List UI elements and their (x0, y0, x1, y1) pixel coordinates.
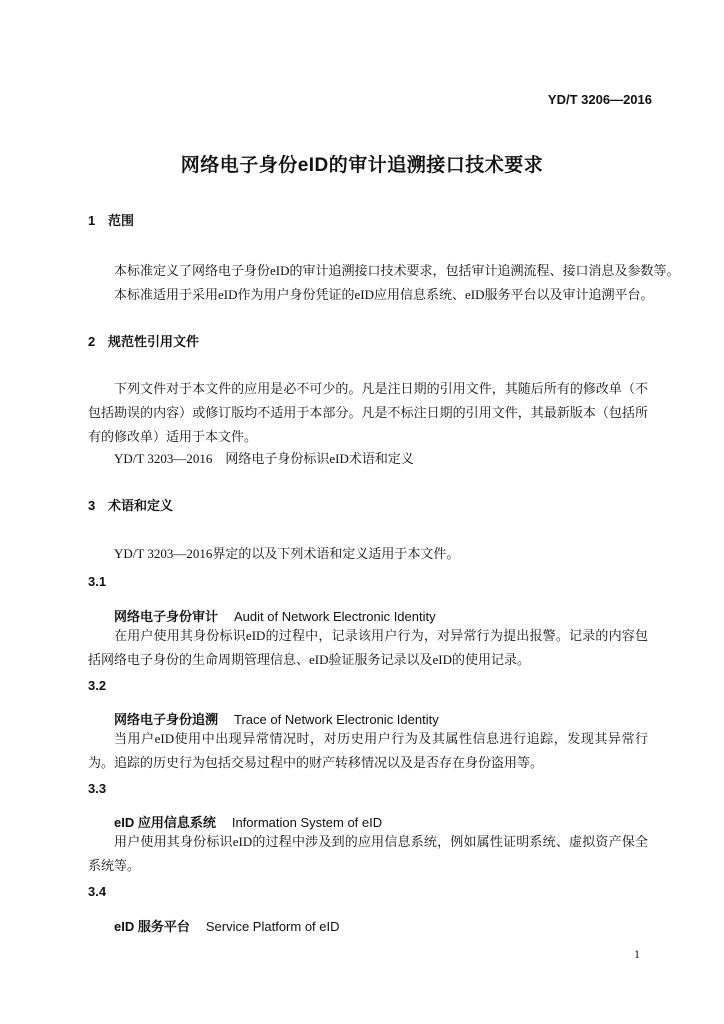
section-2-heading (88, 331, 199, 350)
term-zh: eID 应用信息系统 (114, 815, 216, 830)
definition-text: 在用户使用其身份标识eID的过程中，记录该用户行为，对异常行为提出报警。记录的内容包括网络电子身份的生命周期管理信息、eID验证服务记录以及eID的使用记录。 (88, 628, 648, 667)
definition-text: 用户使用其身份标识eID的过程中涉及到的应用信息系统，例如属性证明系统、虚拟资产保全系统等。 (88, 834, 648, 873)
term-en: Audit of Network Electronic Identity (234, 609, 436, 624)
term-en: Information System of eID (231, 815, 383, 830)
term-number: 3.4 (88, 884, 107, 899)
term-zh: 网络电子身份审计 (114, 609, 219, 624)
term-zh: 网络电子身份追溯 (114, 712, 219, 727)
term-en: Trace of Network Electronic Identity (234, 712, 439, 727)
section-number: 2 (88, 334, 96, 349)
section-number: 3 (88, 498, 96, 513)
term-heading (114, 606, 436, 625)
paragraph-text: 下列文件对于本文件的应用是必不可少的。凡是注日期的引用文件，其随后所有的修改单（不包括勘误的内容）或修订版均不适用于本部分。凡是不标注日期的引用文件，其最新版本（包括所有的修改单）适用于本文件。 (88, 381, 648, 444)
term-definition (88, 727, 648, 775)
term-en: Service Platform of eID (205, 919, 340, 934)
section-number: 1 (88, 213, 96, 228)
definition-text: 当用户eID使用中出现异常情况时，对历史用户行为及其属性信息进行追踪，发现其异常行为。追踪的历史行为包括交易过程中的财产转移情况以及是否存在身份盗用等。 (88, 731, 648, 770)
scope-line-1: 本标准定义了网络电子身份eID的审计追溯接口技术要求，包括审计追溯流程、接口消息及参数等。 (114, 263, 680, 278)
section-title: 范围 (108, 213, 135, 228)
term-heading (114, 709, 439, 728)
term-heading (114, 812, 382, 831)
reference-item: YD/T 3203—2016 网络电子身份标识eID术语和定义 (114, 451, 414, 466)
section-title: 规范性引用文件 (108, 334, 200, 349)
term-heading (114, 916, 340, 935)
term-definition (88, 624, 648, 672)
term-number: 3.3 (88, 781, 107, 796)
term-number: 3.2 (88, 678, 107, 693)
normative-references-paragraph (88, 377, 648, 449)
term-zh: eID 服务平台 (114, 919, 190, 934)
section-1-heading (88, 210, 134, 229)
term-definition (88, 830, 648, 878)
term-number: 3.1 (88, 574, 107, 589)
page-number: 1 (634, 947, 640, 961)
scope-line-2: 本标准适用于采用eID作为用户身份凭证的eID应用信息系统、eID服务平台以及审计追溯平台。 (114, 287, 654, 302)
section-3-heading (88, 495, 173, 514)
document-title: 网络电子身份eID的审计追溯接口技术要求 (180, 155, 544, 176)
terms-intro: YD/T 3203—2016界定的以及下列术语和定义适用于本文件。 (114, 546, 460, 561)
standard-code: YD/T 3206—2016 (547, 92, 652, 107)
section-title: 术语和定义 (108, 498, 174, 513)
